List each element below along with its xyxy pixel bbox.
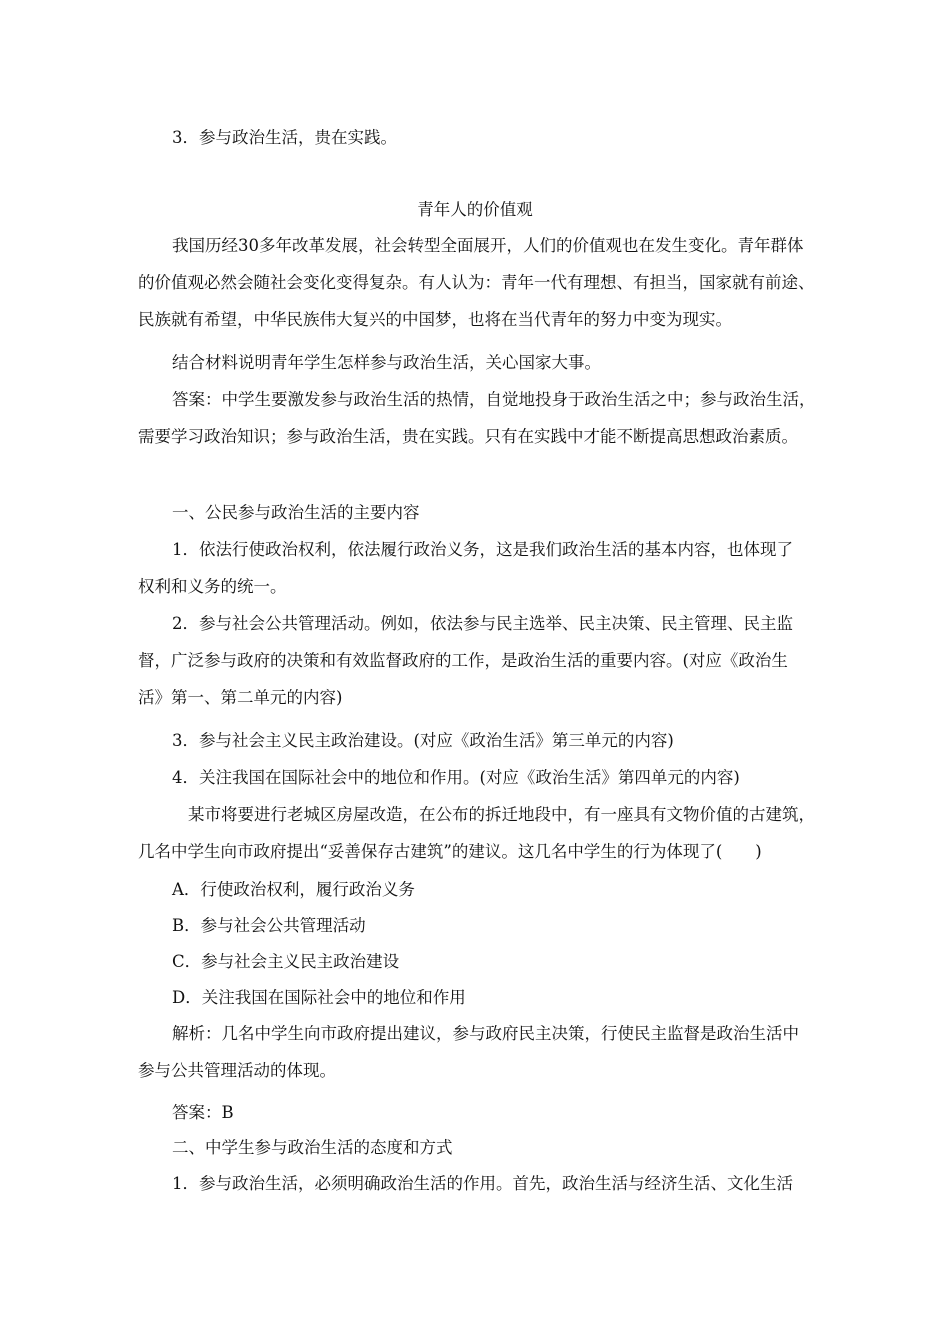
example-question-line: 几名中学生向市政府提出“妥善保存古建筑”的建议。这几名中学生的行为体现了( ) [138,842,762,861]
reading-title: 青年人的价值观 [417,200,533,219]
option-b: B．参与社会公共管理活动 [172,916,366,935]
example-question-line: 某市将要进行老城区房屋改造，在公布的拆迁地段中，有一座具有文物价值的古建筑， [188,805,815,824]
answer-line: 需要学习政治知识；参与政治生活，贵在实践。只有在实践中才能不断提高思想政治素质。 [138,427,798,446]
answer-b: 答案：B [172,1103,234,1122]
item-3-practice: 3．参与政治生活，贵在实践。 [172,128,397,147]
option-c: C．参与社会主义民主政治建设 [172,952,400,971]
list-item-line: 3．参与社会主义民主政治建设。(对应《政治生活》第三单元的内容) [172,731,674,750]
list-item-line: 4．关注我国在国际社会中的地位和作用。(对应《政治生活》第四单元的内容) [172,768,740,787]
analysis-line: 解析：几名中学生向市政府提出建议，参与政府民主决策，行使民主监督是政治生活中 [172,1024,799,1043]
list-item-line: 1．参与政治生活，必须明确政治生活的作用。首先，政治生活与经济生活、文化生活 [172,1174,793,1193]
question-text: 结合材料说明青年学生怎样参与政治生活，关心国家大事。 [172,353,601,372]
paragraph-line: 我国历经30多年改革发展，社会转型全面展开，人们的价值观也在发生变化。青年群体 [172,236,804,255]
paragraph-line: 的价值观必然会随社会变化变得复杂。有人认为：青年一代有理想、有担当，国家就有前途、 [138,273,815,292]
list-item-line: 2．参与社会公共管理活动。例如，依法参与民主选举、民主决策、民主管理、民主监 [172,614,793,633]
option-d: D．关注我国在国际社会中的地位和作用 [172,988,466,1007]
answer-line: 答案：中学生要激发参与政治生活的热情，自觉地投身于政治生活之中；参与政治生活， [172,390,816,409]
list-item-line: 1．依法行使政治权利，依法履行政治义务，这是我们政治生活的基本内容，也体现了 [172,540,793,559]
list-item-line: 活》第一、第二单元的内容) [138,688,343,707]
analysis-line: 参与公共管理活动的体现。 [138,1061,336,1080]
list-item-line: 权利和义务的统一。 [138,577,287,596]
paragraph-line: 民族就有希望，中华民族伟大复兴的中国梦，也将在当代青年的努力中变为现实。 [138,310,732,329]
option-a: A．行使政治权利，履行政治义务 [172,880,415,899]
list-item-line: 督，广泛参与政府的决策和有效监督政府的工作，是政治生活的重要内容。(对应《政治生 [138,651,788,670]
section-heading-2: 二、中学生参与政治生活的态度和方式 [172,1138,453,1157]
section-heading-1: 一、公民参与政治生活的主要内容 [172,503,420,522]
